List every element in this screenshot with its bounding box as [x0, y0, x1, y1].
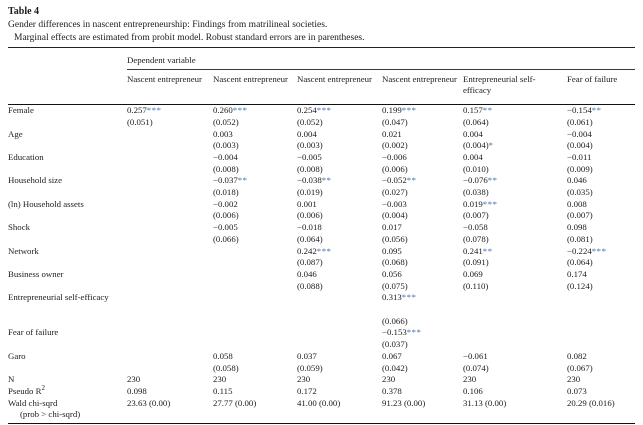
line-spacer: [127, 234, 213, 246]
line-spacer: [567, 339, 635, 351]
stat-value: 20.29 (0.016): [567, 397, 615, 408]
coefficient-cell: [297, 351, 382, 374]
standard-error: (0.052): [297, 116, 323, 127]
line-spacer: [127, 292, 213, 304]
coefficient-value: −0.004: [213, 151, 238, 162]
coefficient-cell: [213, 199, 297, 222]
significance-stars: ***: [401, 105, 417, 116]
row-label: Garo: [8, 350, 26, 361]
significance-stars: ***: [482, 198, 498, 209]
coefficient-cell: [127, 199, 213, 222]
coefficient-cell: [213, 105, 297, 128]
coefficient-value: 0.019***: [463, 198, 498, 209]
coefficient-cell: [567, 292, 635, 327]
line-spacer: [213, 292, 297, 304]
line-spacer: [463, 316, 567, 328]
coefficient-value: 0.260***: [213, 105, 248, 116]
coefficient-cell: [382, 292, 463, 327]
coefficient-cell: [127, 129, 213, 152]
standard-error: (0.064): [297, 233, 323, 244]
coefficient-value: 0.037: [297, 350, 317, 361]
significance-stars: ***: [591, 245, 607, 256]
coefficient-cell: [463, 246, 567, 269]
coefficient-cell: [127, 246, 213, 269]
coefficient-cell: [463, 222, 567, 245]
significance-stars: ***: [406, 327, 422, 338]
stat-cell: [382, 398, 463, 421]
stat-row-label: [8, 398, 127, 421]
coefficient-value: −0.011: [567, 151, 592, 162]
stat-value: 230: [127, 374, 141, 385]
coefficient-value: 0.241**: [463, 245, 493, 256]
coefficient-cell: [213, 269, 297, 292]
line-spacer: [127, 281, 213, 293]
table-bottom-rule: [8, 423, 635, 424]
standard-error: (0.064): [463, 116, 489, 127]
table-subcaption: Marginal effects are estimated from probit model. Robust standard errors are in parentheses.: [14, 32, 365, 43]
stat-cell: [213, 386, 297, 398]
stat-value: 0.172: [297, 385, 317, 396]
line-spacer: [297, 304, 382, 316]
coefficient-cell: [127, 175, 213, 198]
coefficient-cell: [127, 292, 213, 327]
significance-stars: **: [237, 175, 248, 186]
stat-value: 0.378: [382, 385, 402, 396]
standard-error: (0.009): [567, 163, 593, 174]
stat-value: 230: [463, 374, 477, 385]
line-spacer: [297, 316, 382, 328]
significance-stars: ***: [232, 105, 248, 116]
coefficient-value: 0.058: [213, 350, 233, 361]
stat-value: 0.073: [567, 385, 587, 396]
stat-cell: [127, 386, 213, 398]
line-spacer: [463, 292, 567, 304]
coefficient-cell: [567, 269, 635, 292]
stat-cell: [213, 374, 297, 386]
coefficient-cell: [297, 246, 382, 269]
row-label: Shock: [8, 222, 30, 233]
coefficient-cell: [382, 199, 463, 222]
coefficient-value: 0.046: [567, 175, 587, 186]
line-spacer: [213, 327, 297, 339]
coefficient-cell: [567, 327, 635, 350]
line-spacer: [127, 129, 213, 141]
standard-error: (0.010): [463, 163, 489, 174]
coefficient-cell: [382, 351, 463, 374]
coefficient-cell: [297, 199, 382, 222]
standard-error: (0.035): [567, 187, 593, 198]
row-label: Education: [8, 151, 44, 162]
standard-error: (0.051): [127, 116, 153, 127]
coefficient-cell: [213, 222, 297, 245]
line-spacer: [213, 339, 297, 351]
standard-error: (0.078): [463, 233, 489, 244]
stat-cell: [127, 398, 213, 421]
line-spacer: [127, 199, 213, 211]
coefficient-value: 0.004: [297, 128, 317, 139]
standard-error: (0.003): [297, 140, 323, 151]
line-spacer: [127, 210, 213, 222]
coefficient-value: 0.021: [382, 128, 402, 139]
line-spacer: [127, 152, 213, 164]
standard-error: (0.008): [213, 163, 239, 174]
coefficient-cell: [127, 269, 213, 292]
standard-error: (0.124): [567, 280, 593, 291]
coefficient-cell: [127, 222, 213, 245]
stat-row-label: [8, 386, 127, 398]
coefficient-cell: [213, 351, 297, 374]
coefficient-cell: [567, 129, 635, 152]
coefficient-cell: [213, 292, 297, 327]
coefficient-cell: [127, 327, 213, 350]
column-header: Nascent entrepreneur: [127, 73, 202, 84]
coefficient-value: 0.046: [297, 268, 317, 279]
significance-stars: ***: [146, 105, 162, 116]
standard-error: (0.007): [567, 210, 593, 221]
stat-cell: [297, 374, 382, 386]
significance-stars: **: [482, 245, 493, 256]
stat-value: 230: [567, 374, 581, 385]
significance-stars: **: [321, 175, 332, 186]
line-spacer: [567, 304, 635, 316]
coefficient-cell: [297, 105, 382, 128]
line-spacer: [127, 304, 213, 316]
line-spacer: [567, 327, 635, 339]
coefficient-cell: [382, 269, 463, 292]
coefficient-cell: [297, 222, 382, 245]
standard-error: (0.056): [382, 233, 408, 244]
coefficient-value: −0.153***: [382, 327, 422, 338]
stat-cell: [567, 374, 635, 386]
coefficient-cell: [213, 246, 297, 269]
standard-error: (0.037): [382, 339, 408, 350]
coefficient-value: 0.008: [567, 198, 587, 209]
line-spacer: [297, 292, 382, 304]
line-spacer: [127, 327, 213, 339]
stat-cell: [127, 374, 213, 386]
stat-value: 91.23 (0.00): [382, 397, 426, 408]
line-spacer: [463, 304, 567, 316]
coefficient-value: −0.004: [567, 128, 592, 139]
coefficient-cell: [463, 199, 567, 222]
coefficient-cell: [567, 105, 635, 128]
coefficient-cell: [567, 351, 635, 374]
significance-stars: *: [488, 140, 494, 151]
standard-error: (0.047): [382, 116, 408, 127]
coefficient-value: −0.058: [463, 222, 488, 233]
coefficient-cell: [463, 269, 567, 292]
coefficient-value: −0.224***: [567, 245, 607, 256]
standard-error: (0.004)*: [463, 140, 494, 151]
header-spacer: [8, 48, 127, 70]
coefficient-value: 0.001: [297, 198, 317, 209]
dependent-variable-header: Dependent variable: [127, 48, 635, 70]
stat-value: 0.106: [463, 385, 483, 396]
row-label: Entrepreneurial self-efficacy: [8, 292, 109, 303]
stat-value: 27.77 (0.00): [213, 397, 257, 408]
coefficient-cell: [463, 351, 567, 374]
column-header: Nascent entrepreneur: [382, 73, 457, 84]
line-spacer: [127, 363, 213, 375]
standard-error: (0.066): [382, 315, 408, 326]
column-header: Nascent entrepreneur: [297, 73, 372, 84]
standard-error: (0.019): [297, 187, 323, 198]
coefficient-cell: [567, 152, 635, 175]
coefficient-value: 0.199***: [382, 105, 417, 116]
coefficient-cell: [382, 152, 463, 175]
coefficient-cell: [463, 105, 567, 128]
significance-stars: ***: [316, 105, 332, 116]
significance-stars: **: [406, 175, 417, 186]
line-spacer: [297, 339, 382, 351]
coefficient-cell: [127, 152, 213, 175]
coefficient-value: −0.037**: [213, 175, 248, 186]
standard-error: (0.066): [213, 233, 239, 244]
line-spacer: [463, 339, 567, 351]
coefficient-value: 0.254***: [297, 105, 332, 116]
standard-error: (0.059): [297, 362, 323, 373]
standard-error: (0.058): [213, 362, 239, 373]
line-spacer: [567, 316, 635, 328]
coefficient-cell: [382, 129, 463, 152]
standard-error: (0.061): [567, 116, 593, 127]
standard-error: (0.018): [213, 187, 239, 198]
coefficient-cell: [382, 222, 463, 245]
coefficient-value: −0.154**: [567, 105, 602, 116]
stat-label-text: Wald chi-sqrd: [8, 397, 58, 408]
line-spacer: [213, 269, 297, 281]
coefficient-cell: [213, 129, 297, 152]
coefficient-cell: [567, 246, 635, 269]
coefficient-value: −0.005: [297, 151, 322, 162]
coefficient-cell: [297, 175, 382, 198]
line-spacer: [127, 164, 213, 176]
standard-error: (0.003): [213, 140, 239, 151]
row-label: Fear of failure: [8, 327, 59, 338]
coefficient-cell: [382, 246, 463, 269]
standard-error: (0.087): [297, 257, 323, 268]
coefficient-value: 0.313***: [382, 292, 417, 303]
line-spacer: [127, 175, 213, 187]
standard-error: (0.042): [382, 362, 408, 373]
stat-cell: [463, 386, 567, 398]
standard-error: (0.067): [567, 362, 593, 373]
table-caption-block: [0, 0, 643, 44]
line-spacer: [213, 257, 297, 269]
table-title: Table 4: [8, 6, 40, 17]
column-header: Entrepreneurial self-efficacy: [463, 73, 536, 96]
line-spacer: [127, 257, 213, 269]
standard-error: (0.110): [463, 280, 489, 291]
coefficient-value: 0.242***: [297, 245, 332, 256]
standard-error: (0.038): [463, 187, 489, 198]
coefficient-cell: [213, 152, 297, 175]
stat-value: 230: [297, 374, 311, 385]
coefficient-cell: [463, 327, 567, 350]
superscript: 2: [41, 384, 45, 393]
standard-error: (0.075): [382, 280, 408, 291]
coefficient-cell: [127, 105, 213, 128]
coefficient-cell: [567, 199, 635, 222]
column-header: Fear of failure: [567, 73, 618, 84]
standard-error: (0.088): [297, 280, 323, 291]
coefficient-value: 0.174: [567, 268, 587, 279]
significance-stars: ***: [316, 245, 332, 256]
coefficient-value: 0.157**: [463, 105, 493, 116]
standard-error: (0.006): [297, 210, 323, 221]
line-spacer: [127, 339, 213, 351]
line-spacer: [127, 351, 213, 363]
coefficient-value: −0.076**: [463, 175, 498, 186]
significance-stars: ***: [401, 292, 417, 303]
standard-error: (0.004): [567, 140, 593, 151]
line-spacer: [127, 246, 213, 258]
column-header: Nascent entrepreneur: [213, 73, 288, 84]
line-spacer: [127, 269, 213, 281]
coefficient-value: −0.038**: [297, 175, 332, 186]
standard-error: (0.027): [382, 187, 408, 198]
table-grid: [8, 48, 635, 424]
significance-stars: **: [482, 105, 493, 116]
stat-cell: [382, 374, 463, 386]
standard-error: (0.002): [382, 140, 408, 151]
coefficient-cell: [297, 327, 382, 350]
stat-cell: [382, 386, 463, 398]
row-label: Age: [8, 128, 23, 139]
coefficient-value: 0.003: [213, 128, 233, 139]
coefficient-cell: [127, 351, 213, 374]
line-spacer: [567, 292, 635, 304]
line-spacer: [127, 187, 213, 199]
standard-error: (0.007): [463, 210, 489, 221]
standard-error: (0.091): [463, 257, 489, 268]
line-spacer: [382, 304, 463, 316]
standard-error: (0.052): [213, 116, 239, 127]
stat-cell: [213, 398, 297, 421]
coefficient-cell: [213, 175, 297, 198]
standard-error: (0.081): [567, 233, 593, 244]
coefficient-value: 0.004: [463, 151, 483, 162]
coefficient-value: −0.018: [297, 222, 322, 233]
standard-error: (0.074): [463, 362, 489, 373]
line-spacer: [127, 140, 213, 152]
coefficient-cell: [463, 129, 567, 152]
coefficient-cell: [297, 269, 382, 292]
coefficient-value: 0.095: [382, 245, 402, 256]
coefficient-value: −0.061: [463, 350, 488, 361]
standard-error: (0.008): [297, 163, 323, 174]
coefficient-value: −0.006: [382, 151, 407, 162]
coefficient-cell: [382, 175, 463, 198]
stat-cell: [567, 386, 635, 398]
coefficient-cell: [567, 175, 635, 198]
coefficient-cell: [297, 292, 382, 327]
stat-cell: [297, 398, 382, 421]
header-spacer: [8, 70, 127, 104]
stat-cell: [297, 386, 382, 398]
coefficient-cell: [297, 129, 382, 152]
coefficient-value: 0.056: [382, 268, 402, 279]
line-spacer: [463, 327, 567, 339]
stat-label-text: N: [8, 374, 15, 385]
stat-row-label: [8, 374, 127, 386]
stat-value: 230: [213, 374, 227, 385]
significance-stars: **: [591, 105, 602, 116]
coefficient-cell: [382, 327, 463, 350]
stat-value: 31.13 (0.00): [463, 397, 507, 408]
line-spacer: [213, 281, 297, 293]
coefficient-cell: [463, 292, 567, 327]
row-label: Household size: [8, 175, 62, 186]
standard-error: (0.064): [567, 257, 593, 268]
coefficient-value: 0.067: [382, 350, 402, 361]
stat-cell: [567, 398, 635, 421]
coefficient-cell: [382, 105, 463, 128]
significance-stars: **: [487, 175, 498, 186]
coefficient-cell: [463, 152, 567, 175]
coefficient-cell: [297, 152, 382, 175]
coefficient-value: −0.005: [213, 222, 238, 233]
line-spacer: [213, 304, 297, 316]
row-label: (ln) Household assets: [8, 198, 84, 209]
line-spacer: [297, 327, 382, 339]
coefficient-value: −0.002: [213, 198, 238, 209]
coefficient-cell: [567, 222, 635, 245]
stat-cell: [463, 374, 567, 386]
coefficient-value: 0.004: [463, 128, 483, 139]
row-label: Female: [8, 105, 34, 116]
coefficient-value: −0.003: [382, 198, 407, 209]
coefficient-value: 0.017: [382, 222, 402, 233]
coefficient-value: 0.257***: [127, 105, 162, 116]
standard-error: (0.004): [382, 210, 408, 221]
stat-label-text: Pseudo $R^2$: [8, 384, 45, 396]
stat-value: 0.098: [127, 385, 147, 396]
row-label: Network: [8, 245, 39, 256]
coefficient-value: 0.098: [567, 222, 587, 233]
stat-label-second-line: (prob > chi-sqrd): [20, 409, 81, 420]
stat-value: 23.63 (0.00): [127, 397, 171, 408]
standard-error: (0.006): [382, 163, 408, 174]
standard-error: (0.006): [213, 210, 239, 221]
standard-error: (0.068): [382, 257, 408, 268]
stat-cell: [463, 398, 567, 421]
coefficient-cell: [463, 175, 567, 198]
coefficient-value: 0.069: [463, 268, 483, 279]
line-spacer: [213, 246, 297, 258]
stat-value: 0.115: [213, 385, 233, 396]
coefficient-cell: [213, 327, 297, 350]
line-spacer: [127, 316, 213, 328]
table-caption: Gender differences in nascent entrepreneurship: Findings from matrilineal societies.: [8, 20, 328, 30]
coefficient-value: −0.052**: [382, 175, 417, 186]
stat-value: 41.00 (0.00): [297, 397, 341, 408]
coefficient-value: 0.082: [567, 350, 587, 361]
line-spacer: [213, 316, 297, 328]
stat-value: 230: [382, 374, 396, 385]
row-label: Business owner: [8, 268, 64, 279]
line-spacer: [127, 222, 213, 234]
